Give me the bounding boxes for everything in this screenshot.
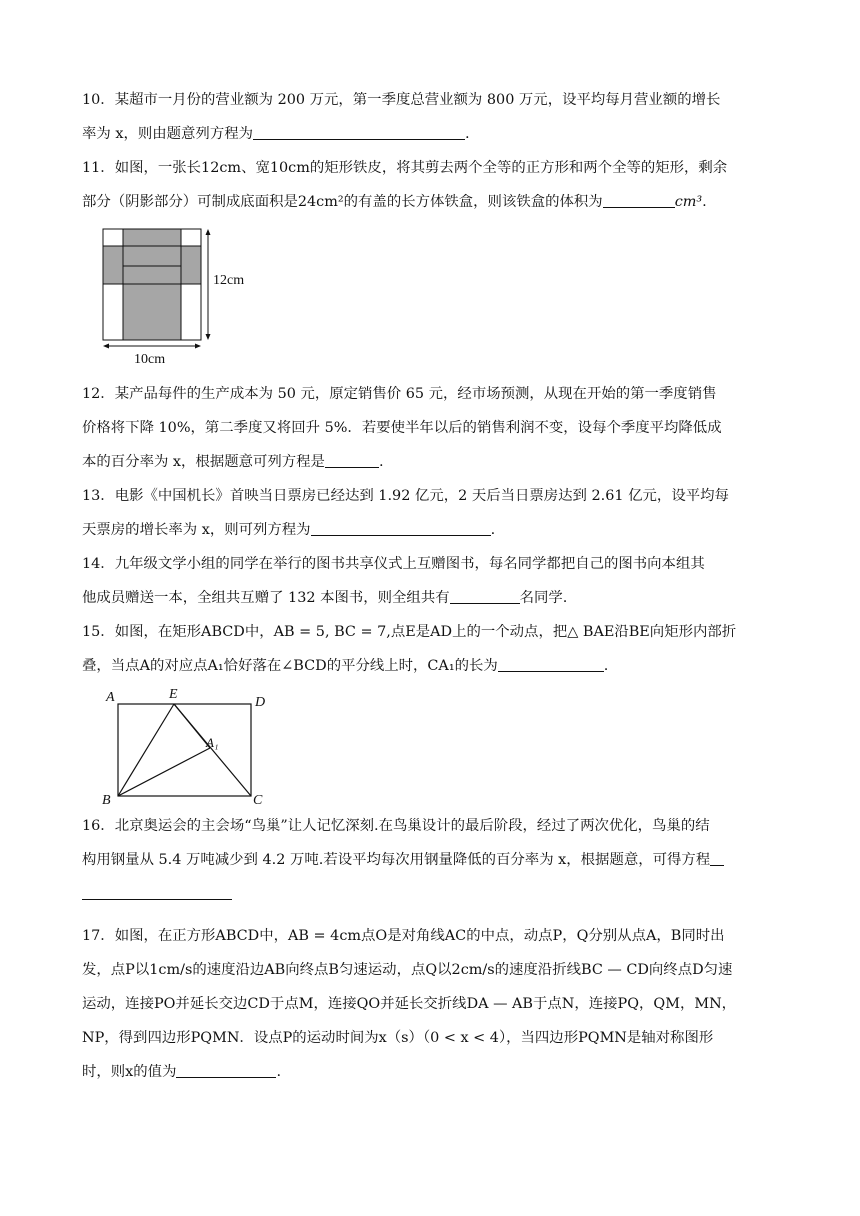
q15-line1: 15．如图，在矩形ABCD中，AB = 5, BC = 7,点E是AD上的一个动点，把△ BAE沿BE向矩形内部折 — [82, 624, 737, 640]
q17-end: . — [276, 1064, 282, 1080]
q12-line1: 12．某产品每件的生产成本为 50 元，原定销售价 65 元，经市场预测，从现在开始的第一季度销售 — [82, 386, 717, 402]
q16-line1: 16．北京奥运会的主会场“鸟巢”让人记忆深刻.在鸟巢设计的最后阶段，经过了两次优化，鸟巢的结 — [82, 818, 710, 834]
q15-segment-ea1 — [174, 704, 210, 748]
q15-segment-be — [118, 704, 174, 796]
q15-label-d: D — [255, 695, 266, 710]
q17-line5 — [82, 1062, 281, 1082]
q13-line2 — [82, 520, 495, 540]
q13-answer-blank — [311, 521, 491, 536]
q13-line2-text: 天票房的增长率为 x，则可列方程为 — [82, 522, 311, 538]
q11-line2-text: 部分（阴影部分）可制成底面积是24cm²的有盖的长方体铁盒，则该铁盒的体积为 — [82, 194, 603, 210]
q10-line2 — [82, 124, 470, 144]
q11-line1: 11．如图，一张长12cm、宽10cm的矩形铁皮，将其剪去两个全等的正方形和两个全等的矩形，剩余 — [82, 160, 728, 176]
q14-answer-blank — [450, 589, 520, 604]
q15-rectangle — [118, 704, 251, 796]
q11-figure — [96, 222, 256, 370]
q15-label-a: A — [106, 690, 115, 705]
q15-label-e: E — [169, 687, 178, 702]
q13-line1: 13．电影《中国机长》首映当日票房已经达到 1.92 亿元，2 天后当日票房达到 2.61 亿元，设平均每 — [82, 488, 729, 504]
q16-line3 — [82, 884, 232, 904]
q10-line2-text: 率为 x，则由题意列方程为 — [82, 126, 253, 142]
q17-line1: 17．如图，在正方形ABCD中，AB = 4cm点O是对角线AC的中点，动点P，Q分别从点A，B同时出 — [82, 928, 725, 944]
q17-line2: 发，点P以1cm/s的速度沿边AB向终点B匀速运动，点Q以2cm/s的速度沿折线BC — CD向终点D匀速 — [82, 962, 733, 978]
q11-unit: cm³ — [674, 194, 703, 210]
q11-width-label: 10cm — [134, 352, 166, 367]
q10-answer-blank — [253, 125, 465, 140]
q17-line3: 运动，连接PO并延长交边CD于点M，连接QO并延长交折线DA — AB于点N，连接PQ，QM，MN， — [82, 996, 737, 1012]
q11-line2 — [82, 192, 707, 212]
q17-answer-blank — [176, 1063, 276, 1078]
q16-line2-text: 构用钢量从 5.4 万吨减少到 4.2 万吨.若设平均每次用钢量降低的百分率为 x，根据题意，可得方程 — [82, 852, 711, 868]
q14-line2-text: 他成员赠送一本，全组共互赠了 132 本图书，则全组共有 — [82, 590, 450, 606]
q14-line1: 14．九年级文学小组的同学在举行的图书共享仪式上互赠图书，每名同学都把自己的图书向本组其 — [82, 556, 705, 572]
q12-end: . — [378, 454, 384, 470]
q11-shade-middle — [103, 246, 201, 284]
q16-answer-blank-start — [710, 851, 724, 866]
q12-line3 — [82, 452, 384, 472]
q16-answer-blank-end — [82, 885, 232, 900]
q14-line2 — [82, 588, 567, 608]
q11-answer-blank — [603, 193, 675, 208]
q15-figure — [98, 684, 278, 806]
q11-shade-bottom — [123, 284, 181, 340]
q15-end: . — [603, 658, 609, 674]
q15-line2 — [82, 656, 608, 676]
q12-line3-text: 本的百分率为 x，根据题意可列方程是 — [82, 454, 325, 470]
q10-line1: 10．某超市一月份的营业额为 200 万元，第一季度总营业额为 800 万元，设平均每月营业额的增长 — [82, 92, 721, 108]
q12-line2: 价格将下降 10%，第二季度又将回升 5%．若要使半年以后的销售利润不变，设每个季度平均降低成 — [82, 420, 722, 436]
q15-line2-text: 叠，当点A的对应点A₁恰好落在∠BCD的平分线上时，CA₁的长为 — [82, 658, 498, 674]
q17-line5-text: 时，则x的值为 — [82, 1064, 177, 1080]
q15-answer-blank — [498, 657, 604, 672]
q14-end: 名同学. — [519, 590, 568, 606]
q13-end: . — [490, 522, 496, 538]
q12-answer-blank — [325, 453, 379, 468]
q15-label-b: B — [102, 793, 111, 806]
q11-end: . — [702, 194, 707, 210]
q11-height-label: 12cm — [213, 273, 245, 288]
q15-label-a1: A₁ — [206, 735, 219, 750]
q15-segment-ba1 — [118, 748, 210, 796]
q16-line2 — [82, 850, 724, 870]
q10-end: . — [465, 126, 470, 142]
q17-line4: NP，得到四边形PQMN．设点P的运动时间为x（s）（0 < x < 4），当四边形PQMN是轴对称图形 — [82, 1030, 714, 1046]
q11-shade-top — [123, 229, 181, 246]
q15-label-c: C — [253, 793, 263, 806]
